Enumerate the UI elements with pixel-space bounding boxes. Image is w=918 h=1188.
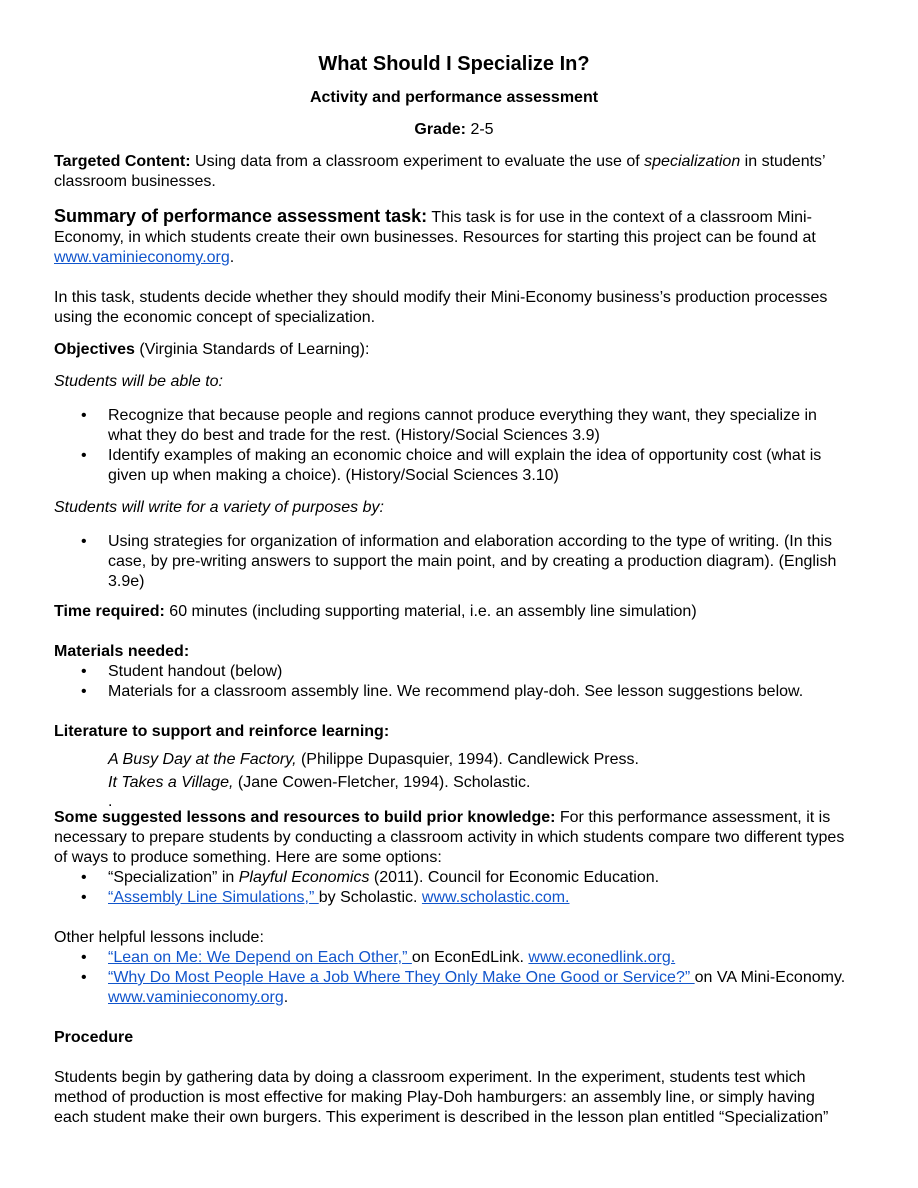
stray-period: . xyxy=(108,793,113,810)
list-item: • Student handout (below) xyxy=(108,662,854,682)
materials-list xyxy=(54,662,854,702)
targeted-content xyxy=(54,152,854,192)
time-text: 60 minutes (including supporting material, i.e. an assembly line simulation) xyxy=(164,603,697,620)
book-line xyxy=(54,773,854,793)
objectives-label: Objectives xyxy=(54,341,135,358)
list-item xyxy=(108,888,854,908)
time-label: Time required: xyxy=(54,603,165,620)
summary-text: This task is for use in the context of a classroom Mini-Economy, in which students create their own businesses. Resources for starting this project can be found at xyxy=(54,209,816,246)
other-lessons-list xyxy=(54,948,854,1008)
materials-heading xyxy=(54,642,854,662)
vaminieconomy-link-2[interactable]: www.vaminieconomy.org xyxy=(108,989,284,1006)
item-title: Playful Economics xyxy=(238,869,370,886)
time-required xyxy=(54,602,854,622)
vaminieconomy-link[interactable]: www.vaminieconomy.org xyxy=(54,249,230,266)
suggested-label: Some suggested lessons and resources to build prior knowledge: xyxy=(54,809,556,826)
why-job-link[interactable]: “Why Do Most People Have a Job Where They Only Make One Good or Service?” xyxy=(108,969,695,986)
targeted-label: Targeted Content: xyxy=(54,153,191,170)
scholastic-link[interactable]: www.scholastic.com. xyxy=(421,889,570,906)
materials-label: Materials needed: xyxy=(54,643,190,660)
book-title: A Busy Day at the Factory, xyxy=(108,751,297,768)
item-text: on EconEdLink. xyxy=(411,949,529,966)
summary-paragraph xyxy=(54,206,854,268)
procedure-heading xyxy=(54,1028,854,1048)
summary-end: . xyxy=(229,249,235,266)
item-end: . xyxy=(283,989,289,1006)
grade-label: Grade: xyxy=(414,121,466,138)
literature-heading xyxy=(54,722,854,742)
procedure-text: Students begin by gathering data by doing a classroom experiment. In the experiment, students test which method of production is most effective for making Play-Doh hamburgers: an assembly line, or simply having each student make their own burgers. This experiment is described in the lesson plan entitled “Specialization” xyxy=(54,1069,829,1126)
item-text: (2011). Council for Economic Education. xyxy=(369,869,660,886)
page-subtitle: Activity and performance assessment xyxy=(309,89,599,106)
targeted-text: Using data from a classroom experiment to evaluate the use of xyxy=(190,153,645,170)
objectives-heading xyxy=(54,340,854,360)
book-line xyxy=(54,750,854,770)
summary-label: Summary of performance assessment task: xyxy=(54,206,428,226)
list-item xyxy=(108,968,854,1008)
grade-line xyxy=(54,120,854,140)
procedure-label: Procedure xyxy=(54,1029,134,1046)
lean-on-me-link[interactable]: “Lean on Me: We Depend on Each Other,” xyxy=(108,949,412,966)
list-item: • Identify examples of making an economic choice and will explain the idea of opportunity cost (what is given up when making a choice). (History/Social Sciences 3.10) xyxy=(108,446,854,486)
list-item: • Using strategies for organization of information and elaboration according to the type of writing. (In this case, by pre-writing answers to support the main point, and by creating a production diagram). (English 3.9e) xyxy=(108,532,854,592)
objectives-text: (Virginia Standards of Learning): xyxy=(134,341,370,358)
able-to-line: Students will be able to: xyxy=(54,373,223,390)
item-text: by Scholastic. xyxy=(318,889,422,906)
grade-value: 2-5 xyxy=(466,121,494,138)
list-item xyxy=(108,948,854,968)
document-page xyxy=(54,52,854,1128)
econedlink-link[interactable]: www.econedlink.org. xyxy=(528,949,676,966)
suggested-text: For this performance assessment, it is necessary to prepare students by conducting a classroom activity in which students compare two different types of ways to produce something. Here are some options: xyxy=(54,809,845,866)
assembly-line-link[interactable]: “Assembly Line Simulations,” xyxy=(108,889,319,906)
targeted-emphasis: specialization xyxy=(644,153,741,170)
other-lessons-heading: Other helpful lessons include: xyxy=(54,929,264,946)
list-item: • Recognize that because people and regions cannot produce everything they want, they specialize in what they do best and trade for the rest. (History/Social Sciences 3.9) xyxy=(108,406,854,446)
task-intro: In this task, students decide whether they should modify their Mini-Economy business’s production processes using the economic concept of specialization. xyxy=(54,289,828,326)
item-text: on VA Mini-Economy. xyxy=(694,969,846,986)
objectives-list xyxy=(54,406,854,486)
page-title: What Should I Specialize In? xyxy=(318,53,590,75)
list-item: • Materials for a classroom assembly line. We recommend play-doh. See lesson suggestions below. xyxy=(108,682,854,702)
writing-list xyxy=(54,532,854,592)
suggested-list xyxy=(54,868,854,908)
book-details: (Philippe Dupasquier, 1994). Candlewick Press. xyxy=(296,751,639,768)
literature-label: Literature to support and reinforce learning: xyxy=(54,723,390,740)
list-item xyxy=(108,868,854,888)
book-details: (Jane Cowen-Fletcher, 1994). Scholastic. xyxy=(233,774,531,791)
targeted-text-end: in students’ classroom businesses. xyxy=(54,153,826,190)
write-for-line: Students will write for a variety of purposes by: xyxy=(54,499,384,516)
book-title: It Takes a Village, xyxy=(108,774,234,791)
item-text: “Specialization” in xyxy=(108,869,239,886)
suggested-paragraph xyxy=(54,808,854,868)
